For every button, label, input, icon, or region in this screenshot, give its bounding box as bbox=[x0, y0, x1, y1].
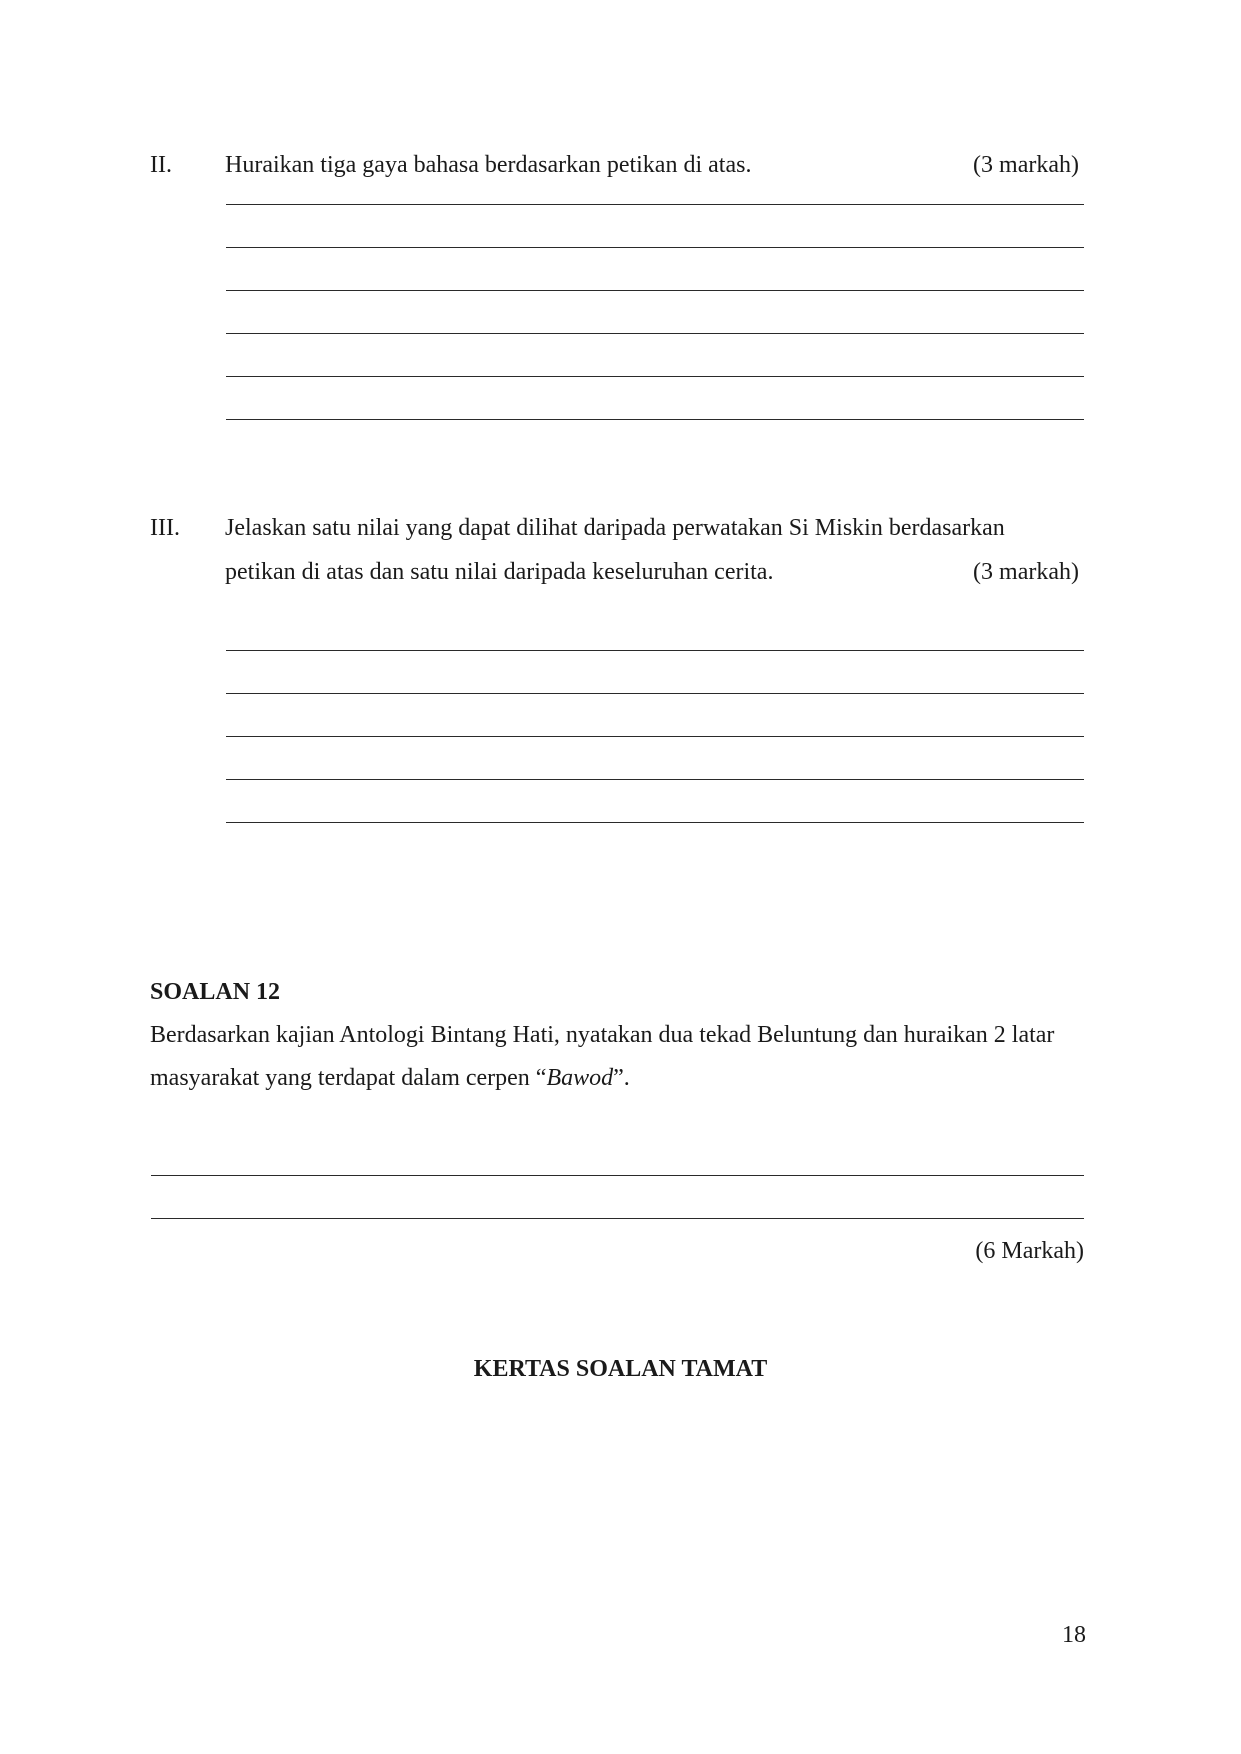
answer-line[interactable] bbox=[226, 247, 1084, 248]
soalan-12-heading: SOALAN 12 bbox=[150, 979, 281, 1005]
question-ii-marks: (3 markah) bbox=[973, 152, 1079, 178]
answer-line[interactable] bbox=[226, 204, 1084, 205]
question-iii-text-line2: petikan di atas dan satu nilai daripada keseluruhan cerita. bbox=[225, 559, 774, 585]
answer-line[interactable] bbox=[226, 736, 1084, 737]
question-ii-text: Huraikan tiga gaya bahasa berdasarkan petikan di atas. bbox=[225, 152, 752, 178]
question-ii-number: II. bbox=[150, 152, 172, 178]
story-title: Bawod bbox=[546, 1065, 614, 1091]
answer-line[interactable] bbox=[151, 1175, 1084, 1176]
soalan-12-marks: (6 Markah) bbox=[975, 1238, 1084, 1264]
answer-line[interactable] bbox=[226, 376, 1084, 377]
answer-line[interactable] bbox=[151, 1218, 1084, 1219]
soalan-12-text-line2 bbox=[150, 1063, 630, 1093]
question-iii-number: III. bbox=[150, 515, 180, 541]
answer-line[interactable] bbox=[226, 650, 1084, 651]
answer-line[interactable] bbox=[226, 693, 1084, 694]
answer-line[interactable] bbox=[226, 333, 1084, 334]
question-iii-marks: (3 markah) bbox=[973, 559, 1079, 585]
answer-line[interactable] bbox=[226, 822, 1084, 823]
text-line2-before: masyarakat yang terdapat dalam cerpen “ bbox=[150, 1065, 547, 1091]
end-of-paper: KERTAS SOALAN TAMAT bbox=[473, 1356, 768, 1382]
answer-line[interactable] bbox=[226, 290, 1084, 291]
answer-line[interactable] bbox=[226, 779, 1084, 780]
page-number: 18 bbox=[1062, 1622, 1086, 1648]
text-line2-after: ”. bbox=[613, 1065, 630, 1091]
soalan-12-text-line1: Berdasarkan kajian Antologi Bintang Hati, nyatakan dua tekad Beluntung dan huraikan 2 latar bbox=[150, 1022, 1055, 1048]
question-iii-text-line1: Jelaskan satu nilai yang dapat dilihat daripada perwatakan Si Miskin berdasarkan bbox=[225, 515, 1005, 541]
answer-line[interactable] bbox=[226, 419, 1084, 420]
